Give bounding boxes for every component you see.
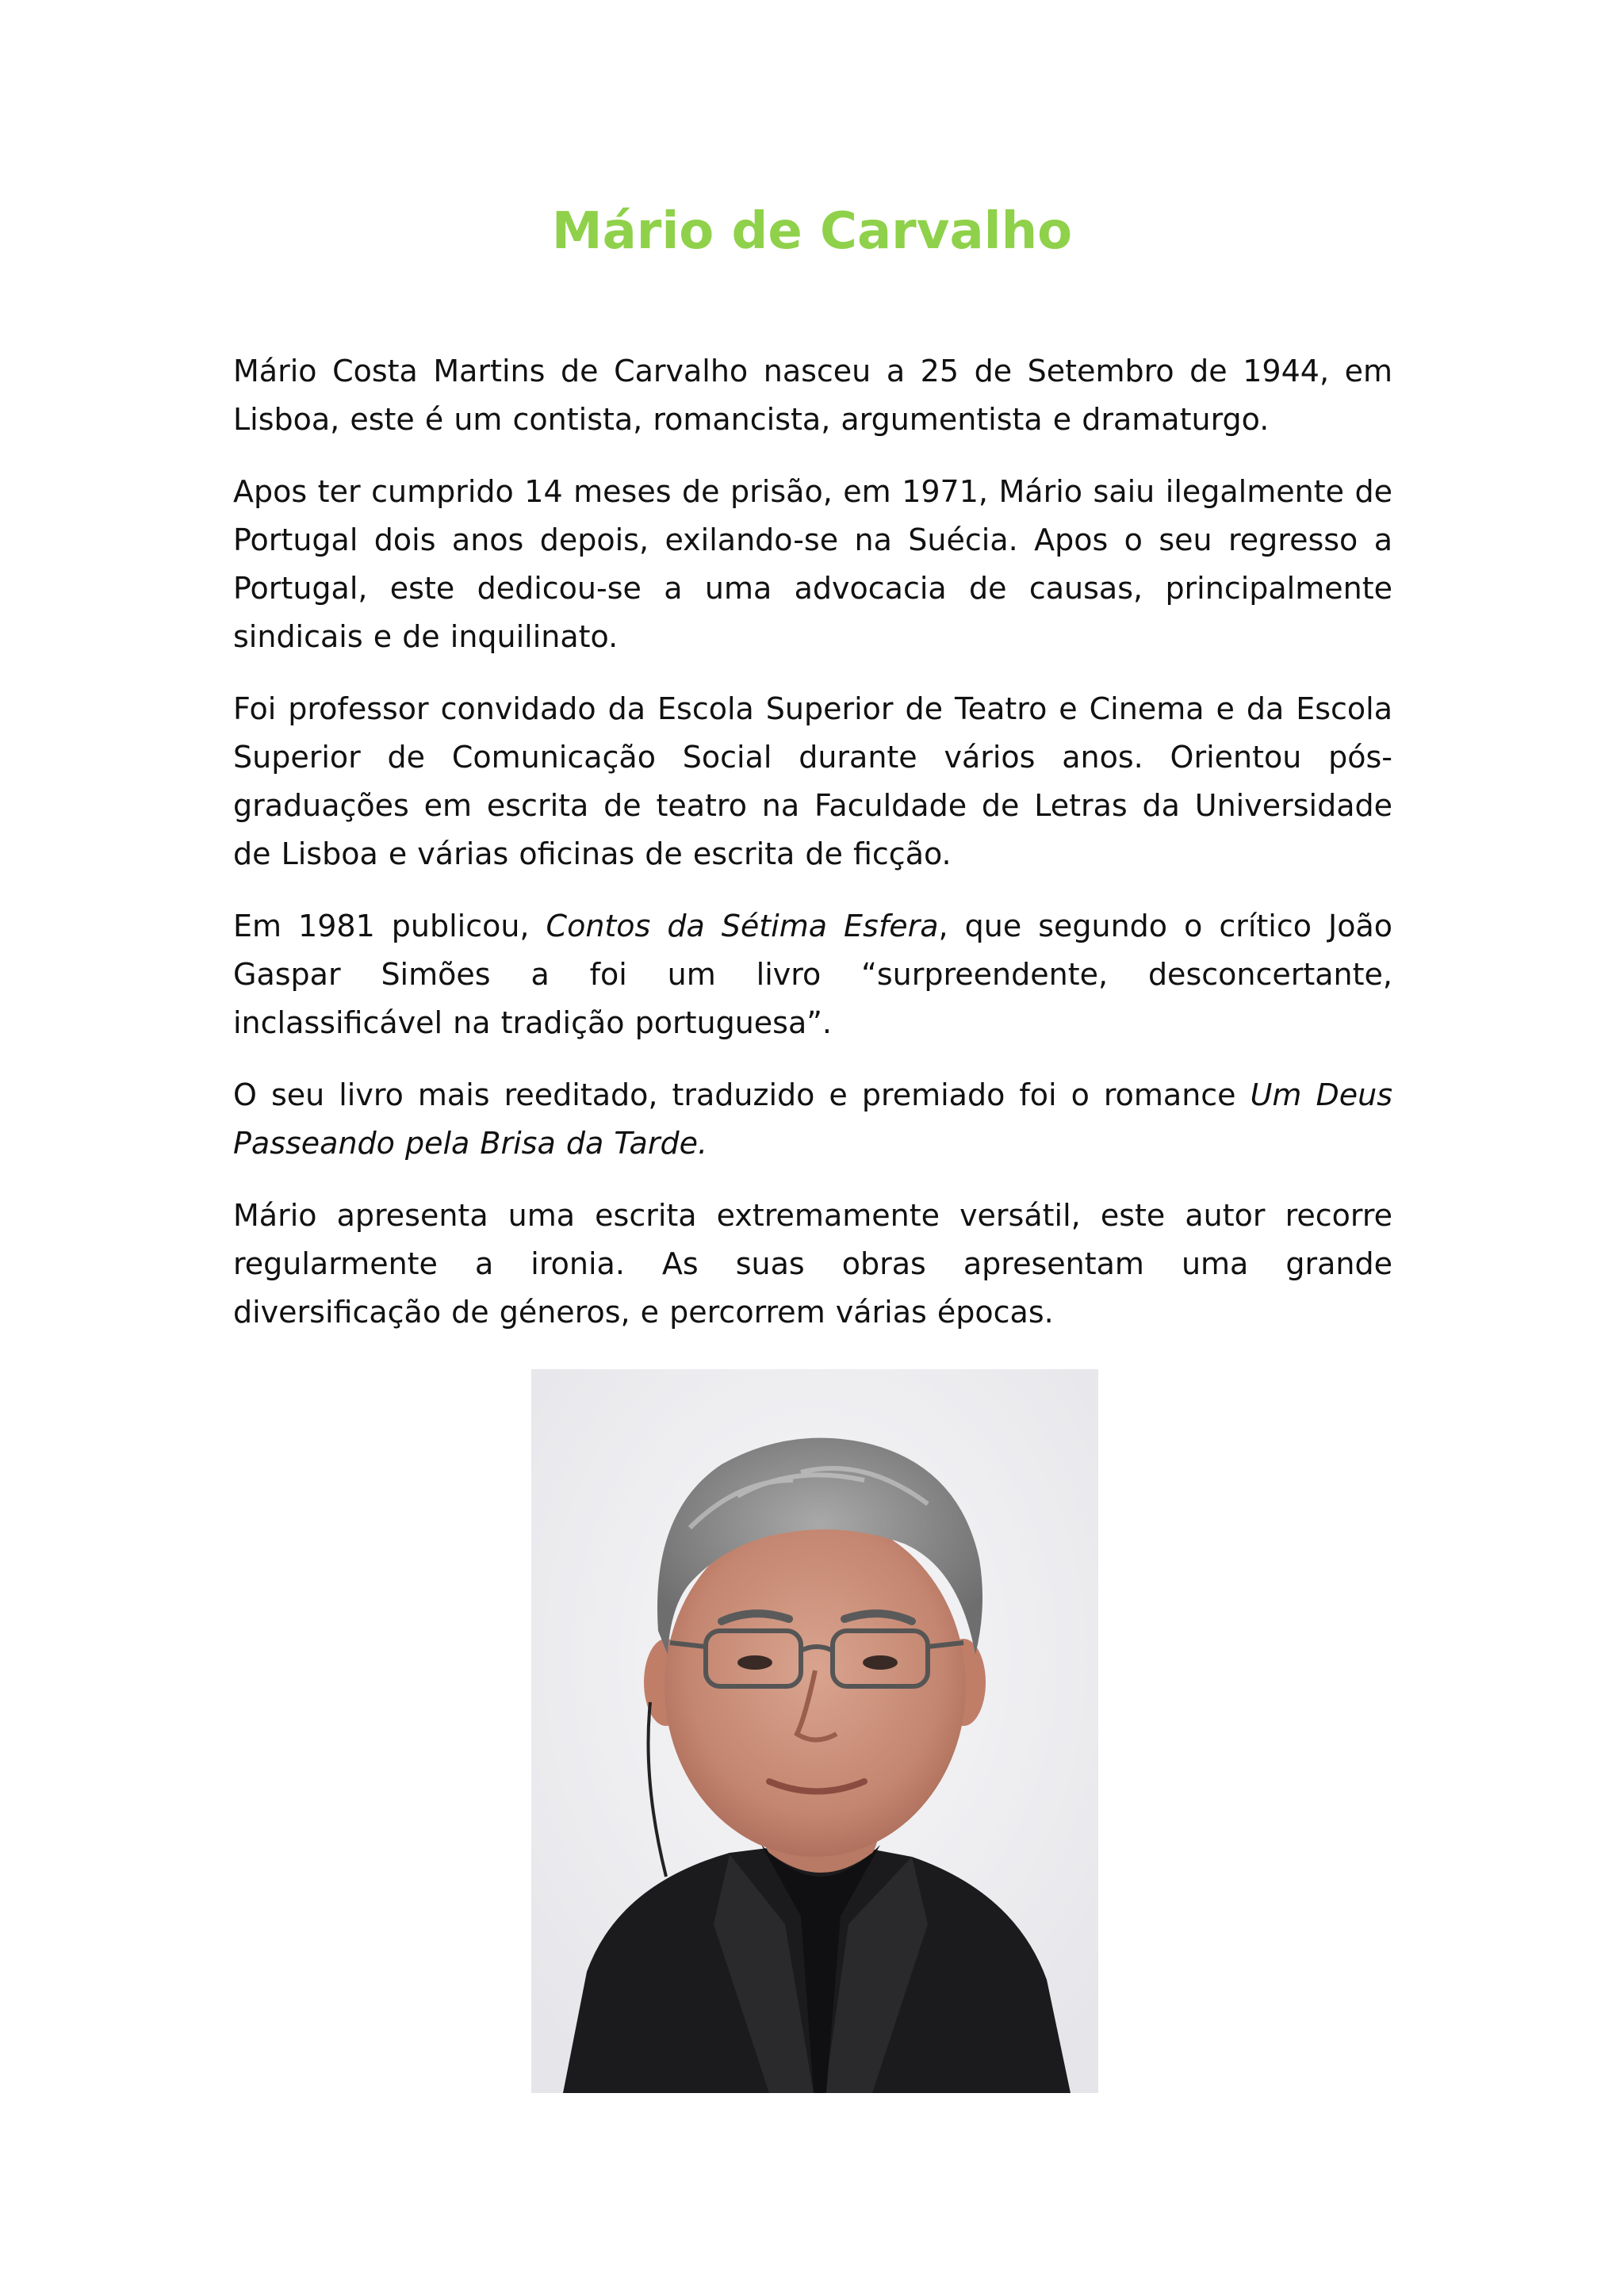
book-title-contos: Contos da Sétima Esfera xyxy=(546,909,939,943)
book-title-um-deus: Um Deus Passeando pela Brisa da Tarde. xyxy=(233,1077,1392,1161)
paragraph-most-published xyxy=(233,1071,1392,1168)
paragraph-first-book xyxy=(233,902,1392,1047)
paragraph-style: Mário apresenta uma escrita extremamente versátil, este autor recorre regularmente a ironia. As suas obras apresentam uma grande diversificação de géneros, e percorrem várias épocas. xyxy=(233,1198,1392,1330)
page-title: Mário de Carvalho xyxy=(551,202,1073,261)
paragraph-first-book-lead: Em 1981 publicou, xyxy=(233,909,546,943)
paragraph-birth: Mário Costa Martins de Carvalho nasceu a 25 de Setembro de 1944, em Lisboa, este é um contista, romancista, argumentista e dramaturgo. xyxy=(233,354,1392,437)
paragraph-exile: Apos ter cumprido 14 meses de prisão, em 1971, Mário saiu ilegalmente de Portugal dois anos depois, exilando-se na Suécia. Apos o seu regresso a Portugal, este dedicou-se a uma advocacia de causas, principalmente sindicais e de inquilinato. xyxy=(233,474,1392,654)
paragraph-first-book-rest: , que segundo o crítico João Gaspar Simões a foi um livro “surpreendente, desconcertante, inclassificável na tradição portuguesa”. xyxy=(233,909,1393,1040)
paragraph-teaching: Foi professor convidado da Escola Superior de Teatro e Cinema e da Escola Superior de Comunicação Social durante vários anos. Orientou pós-graduações em escrita de teatro na Faculdade de Letras da Universidade de Lisboa e várias oficinas de escrita de ficção. xyxy=(233,691,1392,871)
portrait-photo-icon xyxy=(531,1369,1098,2093)
body-text xyxy=(233,347,1392,1360)
author-portrait-photo xyxy=(531,1369,1098,2093)
paragraph-most-published-lead: O seu livro mais reeditado, traduzido e premiado foi o romance xyxy=(233,1077,1251,1112)
